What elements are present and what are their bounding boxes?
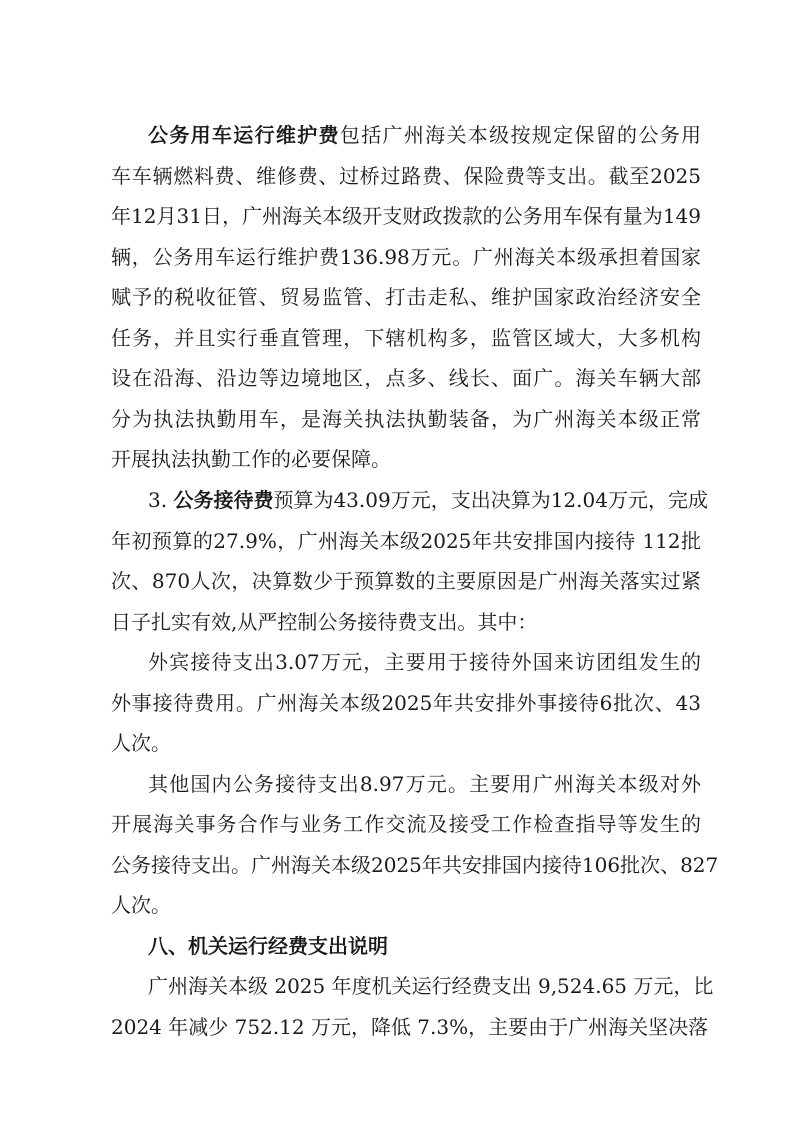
domestic-paragraph-line-1: 其他国内公务接待支出8.97万元。主要用广州海关本级对外 xyxy=(148,772,701,796)
reception-lead-term: 公务接待费 xyxy=(173,488,274,512)
section-eight-line-2: 2024 年减少 752.12 万元，降低 7.3%，主要由于广州海关坚决落 xyxy=(111,1015,709,1039)
vehicle-paragraph-line-4: 辆，公务用车运行维护费136.98万元。广州海关本级承担着国家 xyxy=(111,245,701,269)
domestic-paragraph-line-2: 开展海关事务合作与业务工作交流及接受工作检查指导等发生的 xyxy=(111,812,701,836)
domestic-paragraph-line-4: 人次。 xyxy=(111,893,171,917)
section-eight-heading: 八、机关运行经费支出说明 xyxy=(148,934,388,958)
vehicle-paragraph-line-1 xyxy=(148,118,701,152)
reception-paragraph-line-1 xyxy=(148,483,708,517)
vehicle-paragraph-line-6: 任务，并且实行垂直管理，下辖机构多，监管区域大，大多机构 xyxy=(111,326,701,350)
vehicle-paragraph-line-9: 开展执法执勤工作的必要保障。 xyxy=(111,447,391,471)
vehicle-paragraph-line-3: 年12月31日，广州海关本级开支财政拨款的公务用车保有量为149 xyxy=(111,204,701,228)
reception-paragraph-line-4: 日子扎实有效,从严控制公务接待费支出。其中： xyxy=(111,610,538,634)
foreign-paragraph-line-3: 人次。 xyxy=(111,731,171,755)
foreign-paragraph-line-2: 外事接待费用。广州海关本级2025年共安排外事接待6批次、43 xyxy=(111,691,701,715)
vehicle-paragraph-line-7: 设在沿海、沿边等边境地区，点多、线长、面广。海关车辆大部 xyxy=(111,366,701,390)
foreign-paragraph-line-1: 外宾接待支出3.07万元，主要用于接待外国来访团组发生的 xyxy=(148,650,701,674)
reception-line-1-text: 预算为43.09万元，支出决算为12.04万元，完成 xyxy=(273,488,708,512)
vehicle-line-1-text: 包括广州海关本级按规定保留的公务用 xyxy=(339,123,702,147)
vehicle-paragraph-line-8: 分为执法执勤用车，是海关执法执勤装备，为广州海关本级正常 xyxy=(111,407,701,431)
reception-paragraph-line-3: 次、870人次，决算数少于预算数的主要原因是广州海关落实过紧 xyxy=(111,569,701,593)
vehicle-paragraph-line-5: 赋予的税收征管、贸易监管、打击走私、维护国家政治经济安全 xyxy=(111,285,701,309)
vehicle-paragraph-line-2: 车车辆燃料费、维修费、过桥过路费、保险费等支出。截至2025 xyxy=(111,164,701,188)
domestic-paragraph-line-3: 公务接待支出。广州海关本级2025年共安排国内接待106批次、827 xyxy=(111,853,719,877)
reception-number: 3. xyxy=(148,488,174,512)
reception-paragraph-line-2: 年初预算的27.9%，广州海关本级2025年共安排国内接待 112批 xyxy=(111,529,701,553)
section-eight-line-1: 广州海关本级 2025 年度机关运行经费支出 9,524.65 万元，比 xyxy=(148,974,714,998)
vehicle-lead-term: 公务用车运行维护费 xyxy=(148,123,340,147)
